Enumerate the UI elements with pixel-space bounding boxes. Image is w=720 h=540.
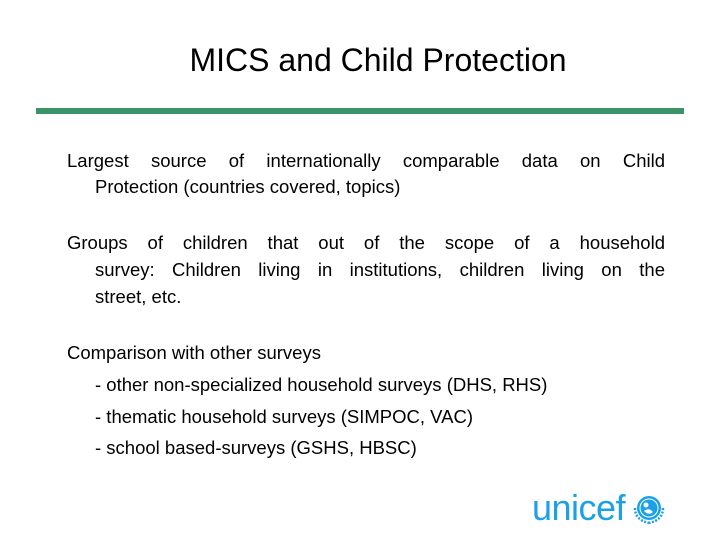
text-line: - thematic household surveys (SIMPOC, VAC) xyxy=(95,406,474,427)
text-line: Comparison with other surveys xyxy=(67,342,321,363)
title-divider xyxy=(36,108,684,114)
text-line: - school based-surveys (GSHS, HBSC) xyxy=(95,437,417,458)
text-line: Largest source of internationally comparable data on Child xyxy=(67,150,665,171)
text-line: survey: Children living in institutions, children living on the xyxy=(95,259,665,280)
slide-title: MICS and Child Protection xyxy=(189,42,567,78)
text-line: Groups of children that out of the scope of a household xyxy=(67,232,665,253)
unicef-emblem-icon xyxy=(631,490,667,526)
logo-wordmark: unicef xyxy=(532,487,626,528)
text-line: - other non-specialized household surveys (DHS, RHS) xyxy=(95,374,548,395)
text-line: street, etc. xyxy=(95,286,182,307)
unicef-logo xyxy=(532,488,667,528)
text-line: Protection (countries covered, topics) xyxy=(95,176,401,197)
